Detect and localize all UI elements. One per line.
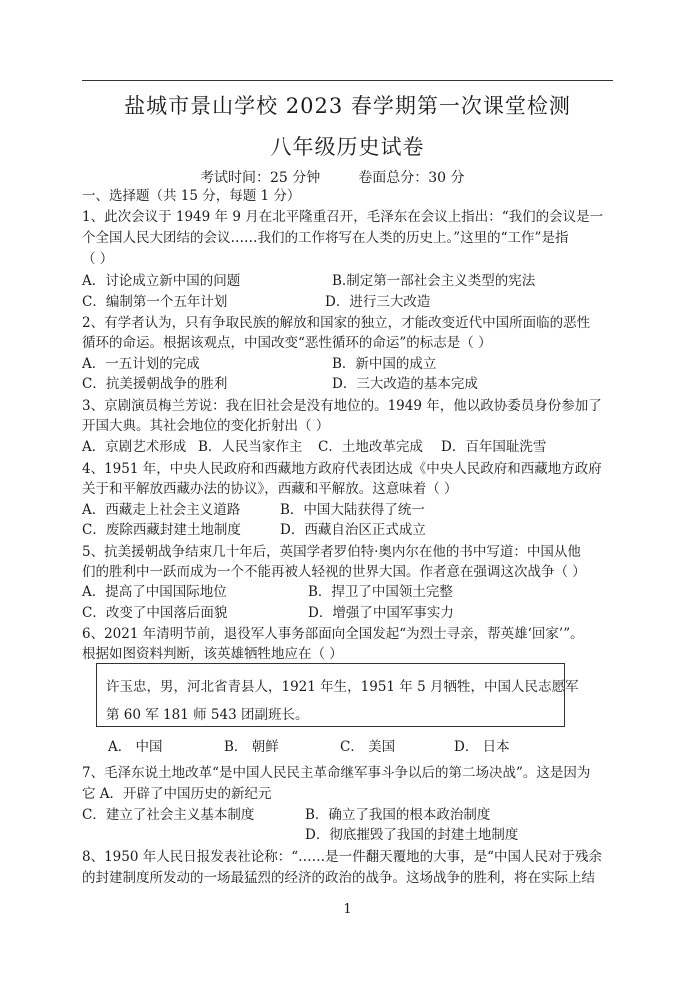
question-7-option-d: D．彻底摧毁了我国的封建土地制度: [305, 827, 519, 843]
question-3-option-b: B．人民当家作主: [198, 439, 303, 455]
exam-time: 考试时间：25 分钟: [200, 170, 321, 186]
header-rule: [82, 80, 613, 81]
question-8-line-1: 8、1950 年人民日报发表社论称：“……是一件翻天覆地的大事，是“中国人民对于残余: [82, 849, 603, 865]
section-heading: 一、选择题（共 15 分，每题 1 分）: [82, 188, 301, 204]
question-6-line-1: 6、2021 年清明节前，退役军人事务部面向全国发起“为烈士寻亲，帮英雄‘回家’”。: [82, 626, 584, 642]
question-6-option-a: A． 中国: [108, 739, 163, 755]
question-6-option-b: B． 朝鲜: [224, 739, 279, 755]
exam-title: 盐城市景山学校 2023 春学期第一次课堂检测: [124, 94, 571, 118]
question-4-option-a: A．西藏走上社会主义道路: [82, 502, 241, 518]
question-1-option-b: B.制定第一部社会主义类型的宪法: [332, 273, 536, 289]
question-7-line-1: 7、毛泽东说土地改革“是中国人民民主革命继军事斗争以后的第二场决战”。这是因为: [82, 765, 591, 781]
exam-subtitle: 八年级历史试卷: [270, 135, 425, 159]
question-5-option-b: B．捍卫了中国领土完整: [308, 584, 453, 600]
page-number: 1: [343, 902, 352, 917]
question-5-line-1: 5、抗美援朝战争结束几十年后，英国学者罗伯特·奥内尔在他的书中写道：中国从他: [82, 544, 581, 560]
question-3-line-2: 开国大典。其社会地位的变化折射出（ ）: [82, 418, 330, 434]
question-8-line-2: 的封建制度所发动的一场最猛烈的经济的政治的战争。这场战争的胜利，将在实际上结: [82, 870, 595, 886]
question-4-option-c: C．废除西藏封建土地制度: [82, 522, 241, 538]
question-5-option-d: D．增强了中国军事实力: [308, 605, 454, 621]
question-3-option-a: A．京剧艺术形成: [82, 439, 187, 455]
question-7-option-b: B．确立了我国的根本政治制度: [305, 807, 491, 823]
question-6-line-2: 根据如图资料判断，该英雄牺牲地应在（ ）: [82, 646, 343, 662]
question-2-option-d: D．三大改造的基本完成: [332, 376, 478, 392]
question-2-line-1: 2、有学者认为，只有争取民族的解放和国家的独立，才能改变近代中国所面临的恶性: [82, 315, 591, 331]
question-4-line-1: 4、1951 年，中央人民政府和西藏地方政府代表团达成《中央人民政府和西藏地方政府: [82, 461, 602, 477]
question-4-line-2: 关于和平解放西藏办法的协议》，西藏和平解放。这意味着（ ）: [82, 481, 458, 497]
question-1-option-d: D．进行三大改造: [325, 294, 431, 310]
question-6-option-d: D． 日本: [454, 739, 510, 755]
question-2-line-2: 循环的命运。根据该观点，中国改变“恶性循环的命运”的标志是（ ）: [82, 335, 492, 351]
question-5-line-2: 们的胜利中一跃而成为一个不能再被人轻视的世界大国。作者意在强调这次战争（ ）: [82, 564, 586, 580]
question-3-line-1: 3、京剧演员梅兰芳说：我在旧社会是没有地位的。1949 年，他以政协委员身份参加了: [82, 398, 602, 414]
question-3-option-c: C．土地改革完成: [318, 439, 423, 455]
question-1-option-a: A．讨论成立新中国的问题: [82, 273, 241, 289]
question-5-option-a: A．提高了中国国际地位: [82, 584, 227, 600]
question-5-option-c: C．改变了中国落后面貌: [82, 605, 228, 621]
question-3-option-d: D．百年国耻洗雪: [441, 439, 547, 455]
exam-meta: [200, 167, 465, 187]
question-2-option-a: A．一五计划的完成: [82, 356, 200, 372]
question-2-option-b: B．新中国的成立: [332, 356, 437, 372]
question-1-line-1: 1、此次会议于 1949 年 9 月在北平隆重召开，毛泽东在会议上指出：“我们的会议是一: [82, 209, 604, 225]
source-material-line-1: 许玉忠，男，河北省青县人，1921 年生，1951 年 5 月牺牲，中国人民志愿军: [106, 679, 579, 695]
question-4-option-d: D．西藏自治区正式成立: [280, 522, 426, 538]
question-1-option-c: C．编制第一个五年计划: [82, 294, 228, 310]
total-score: 卷面总分：30 分: [358, 170, 465, 186]
question-6-option-c: C． 美国: [340, 739, 396, 755]
question-2-option-c: C．抗美援朝战争的胜利: [82, 376, 228, 392]
source-material-line-2: 第 60 军 181 师 543 团副班长。: [106, 707, 309, 723]
question-4-option-b: B．中国大陆获得了统一: [280, 502, 425, 518]
question-7-option-c: C．建立了社会主义基本制度: [82, 807, 255, 823]
question-7-line-2: 它 A．开辟了中国历史的新纪元: [82, 786, 272, 802]
question-1-line-2: 个全国人民大团结的会议……我们的工作将写在人类的历史上。”这里的“工作”是指: [82, 230, 569, 246]
question-1-line-3: （ ）: [82, 251, 114, 267]
